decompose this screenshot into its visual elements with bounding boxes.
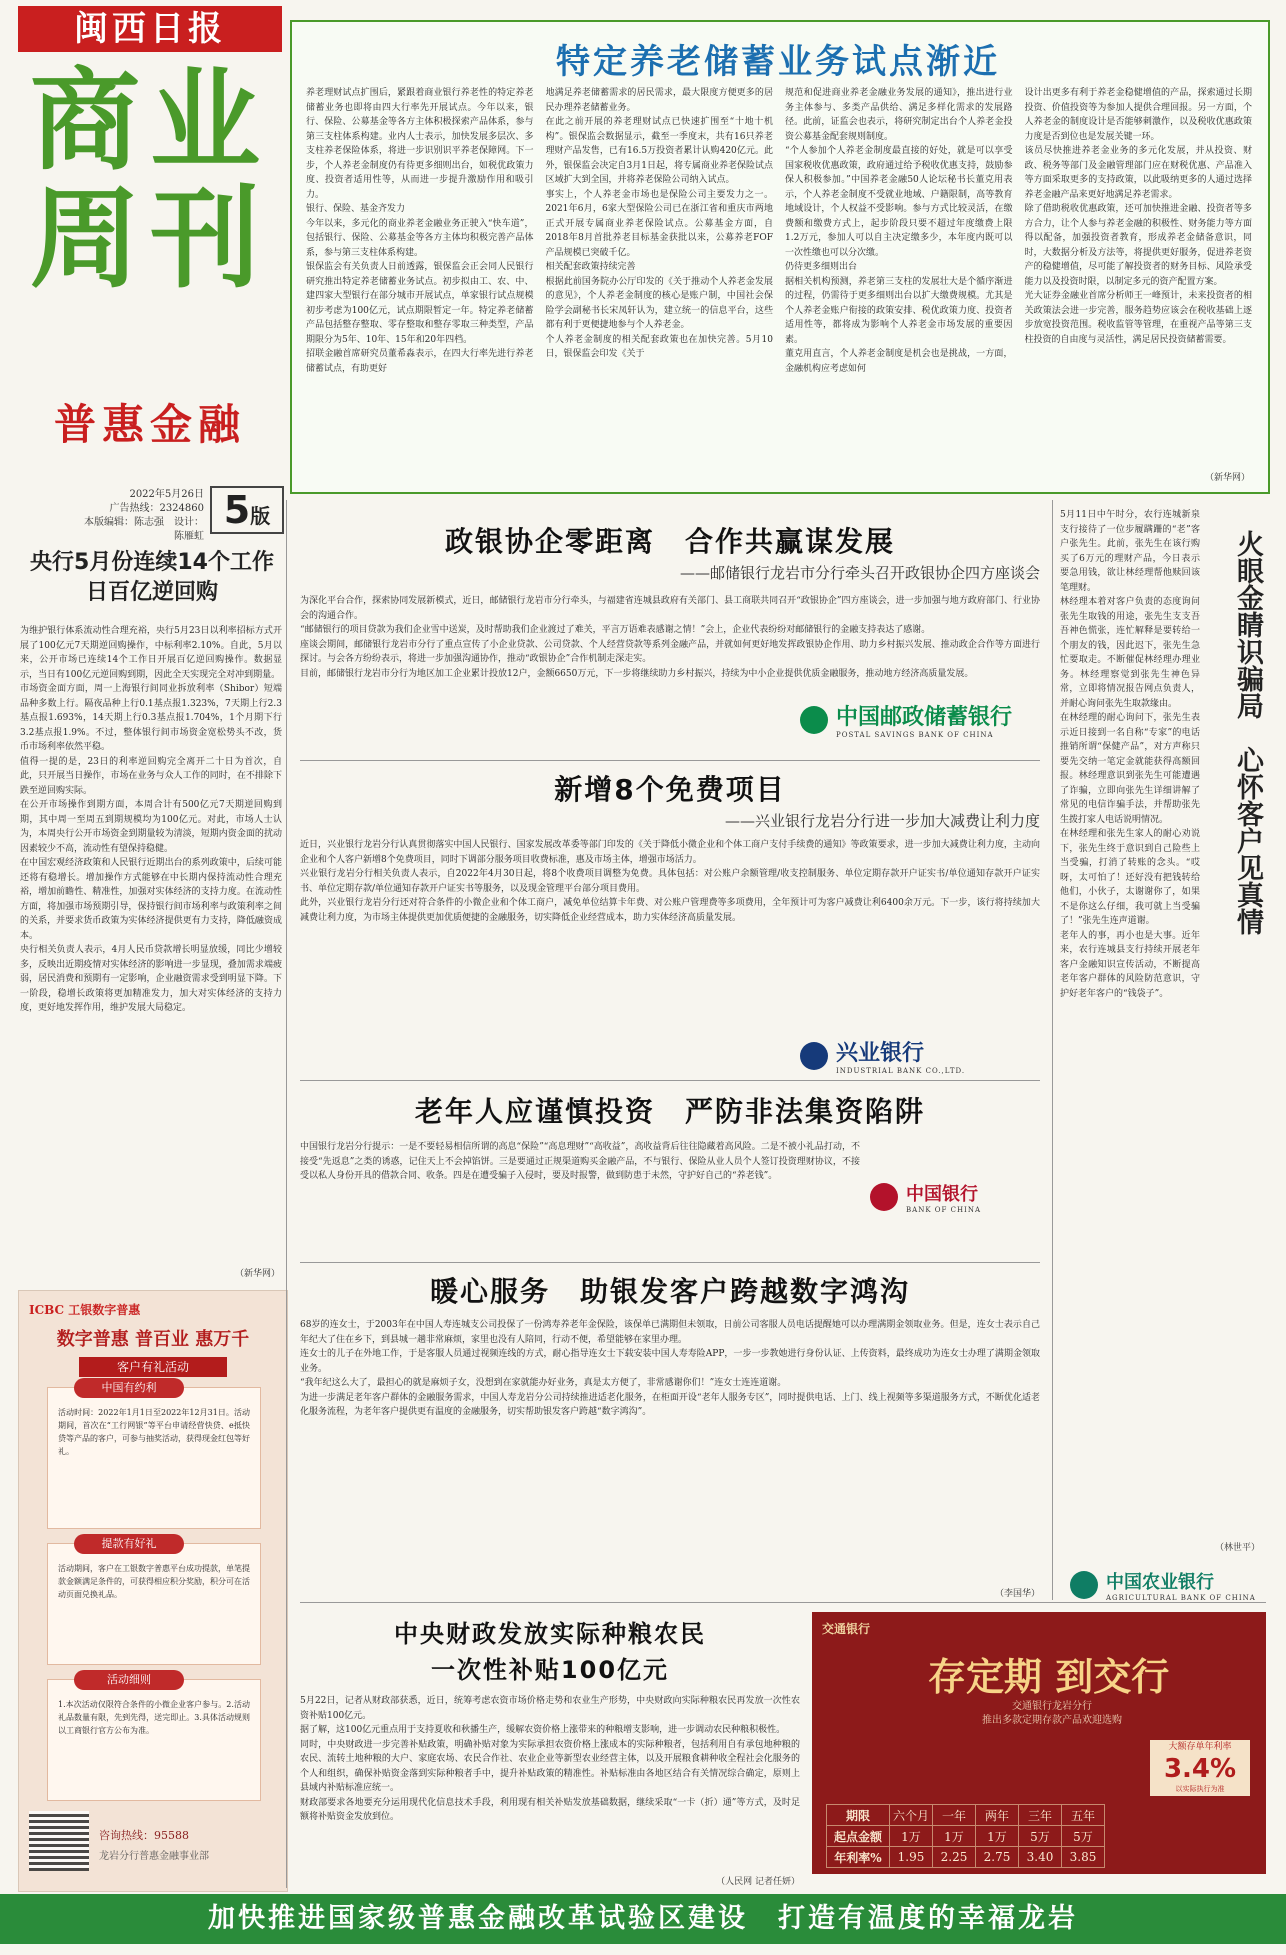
abc-logo-icon: [1070, 1571, 1098, 1599]
divider-warm: [300, 1262, 1040, 1263]
top-story-author: （新华网）: [1204, 473, 1250, 483]
top-story-col-4: 设计出更多有利于养老金稳健增值的产品，探索通过长期投资、价值投资等为参加人提供合理回报。另一方面，个人养老金的制度设计是否能够刺激作，以及税收优惠政策力度是否到位也是发展关键一环。 该员尽快推进养老金业务的多元化发展，并从投资、财政、税务等部门及金融管理部门应在财税优惠、产品准入等方面采取更多的支持政策，以此吸纳更多的人通过选择养老金融产品来更好地满足养老需求。 除了借助税收优惠政策，还可加快推进金融、投资者等多方合力，让个人参与养老金融的积极性、财务能力等方面得以配备，加强投资者教育，形成养老金储备意识，同时，大数据分析及方法等，将提供更好服务，促进养老资产的稳健增值，尽可能了解投资者的财务目标、风险承受能力以及投资时限，以制定多元的资产配置方案。 光大证券金融业首席分析师王一峰预计，未来投资者的相关政策法会进一步完善，服务趋势应该会在税收基础上逐步放宽投资范围。税收监管等管理，在重视产品等第三支柱投资的自由度与灵活性，满足居民投资储蓄需要。: [1024, 88, 1252, 345]
psbc-logo: [800, 700, 1012, 739]
abc-logo-cn: 中国农业银行: [1106, 1572, 1214, 1593]
rate-table-cell: 六个月: [890, 1805, 933, 1826]
boc-story-title: 老年人应谨慎投资 严防非法集资陷阱: [414, 1095, 925, 1128]
ad-hotline: 广告热线：2324860: [109, 503, 204, 514]
divider-cib: [300, 760, 1040, 761]
left-story-author: （新华网）: [234, 1269, 280, 1279]
bocom-rate-label: 大额存单年利率: [1168, 1742, 1232, 1752]
grain-story-title-2: 一次性补贴100亿元: [430, 1656, 670, 1684]
bocom-rate-value: 3.4%: [1163, 1754, 1237, 1784]
icbc-pill-1: 中国有约利: [74, 1378, 184, 1398]
icbc-footer: 龙岩分行普惠金融事业部: [99, 1851, 209, 1862]
cib-story-body: [300, 838, 1040, 1058]
warm-story-text: 68岁的连女士，于2003年在中国人寿连城支公司投保了一份鸿寿养老年金保险，该保单已满期但未领取，日前公司客服人员电话提醒她可以办理满期金领取业务。但是，连女士表示自己年纪大了住在乡下，到县城一趟非常麻烦，家里也没有人陪同，行动不便，希望能够在家里办理。 连女士的儿子在外地工作，于是客服人员通过视频连线的方式，耐心指导连女士下载安装中国人寿寿险APP，一步一步教她进行身份认证、上传资料，最终成功为连女士办理了满期金领取业务。 “我年纪这么大了，最担心的就是麻烦子女，没想到在家就能办好业务，真是太方便了，非常感谢你们！”连女士连连道谢。 为进一步满足老年客户群体的金融服务需求，中国人寿龙岩分公司持续推进适老化服务，在柜面开设“老年人服务专区”，同时提供电话、上门、线上视频等多渠道服务方式，不断优化适老化服务流程，为老年客户提供更有温度的金融服务，切实帮助银发客户跨越“数字鸿沟”。: [300, 1320, 1040, 1417]
cib-logo: [800, 1036, 965, 1075]
rate-table-cell: 1万: [976, 1826, 1019, 1847]
bocom-rate-note: 以实际执行为准: [1175, 1785, 1225, 1793]
page-number-value: 5: [223, 488, 251, 532]
grain-story-body: [300, 1694, 800, 1874]
cib-logo-icon: [800, 1042, 828, 1070]
bocom-ad: [812, 1612, 1266, 1874]
issue-info: [84, 488, 204, 544]
grain-story-title-1: 中央财政发放实际种粮农民: [394, 1620, 706, 1648]
rate-table-cell: 三年: [1019, 1805, 1062, 1826]
rate-table-row-min: [827, 1826, 1105, 1847]
rate-table-cell: 2.25: [933, 1847, 976, 1868]
psbc-story-text: 为深化平台合作，探索协同发展新模式，近日，邮储银行龙岩市分行牵头，与福建省连城县政府有关部门、县工商联共同召开“政银协企”四方座谈会，进一步加强与地方政府部门、行业协会的沟通合作。 “邮储银行的项目贷款为我们企业雪中送炭，及时帮助我们企业渡过了难关，平言万语难表感谢之情！”会上，企业代表纷纷对邮储银行的金融支持表达了感谢。 座谈会期间，邮储银行龙岩市分行了重点宣传了小企业贷款、公司贷款、个人经营贷款等系列金融产品，并就如何更好地发挥政银协企作用、助力乡村振兴发展、推动政企合作等方面进行探讨。与会各方纷纷表示，将进一步加强沟通协作，推动“政银协企”合作机制走深走实。 目前，邮储银行龙岩市分行为地区加工企业累计投放12户，金额6650万元，下一步将继续助力乡村振兴，持续为中小企业提供优质金融服务，推动地方经济高质量发展。: [300, 596, 1040, 679]
boc-logo-cn: 中国银行: [906, 1184, 978, 1205]
warm-story-title: 暖心服务 助银发客户跨越数字鸿沟: [429, 1275, 910, 1308]
warm-story-author: （李国华）: [994, 1589, 1040, 1599]
boc-story-text: 中国银行龙岩分行提示：一是不要轻易相信所谓的高息“保险”“高息理财”“高收益”，高收益背后往往隐藏着高风险。二是不被小礼品打动，不接受“先返息”之类的诱惑，记住天上不会掉馅饼。三是要通过正规渠道购买金融产品，不与银行、保险从业人员个人签订投资理财协议，不接受以私人身份开具的借款合同、收条。四是在遭受骗子入侵时，要及时报警，做到防患于未然，守护好自己的“养老钱”。: [300, 1142, 860, 1181]
rate-table-cell: 1万: [890, 1826, 933, 1847]
bocom-headline: 存定期 到交行: [928, 1655, 1170, 1699]
section-title-line-1: 商业: [30, 57, 270, 185]
qr-code-icon: [29, 1811, 89, 1871]
icbc-banner: 客户有礼活动: [79, 1357, 227, 1377]
cib-logo-cn: 兴业银行: [836, 1041, 925, 1066]
psbc-logo-text: [836, 700, 1012, 739]
bocom-logo: 交通银行: [822, 1622, 871, 1636]
psbc-story-title: 政银协企零距离 合作共赢谋发展: [444, 525, 895, 558]
boc-logo: [870, 1180, 981, 1214]
icbc-card-3-text: 1.本次活动仅限符合条件的小微企业客户参与。2.活动礼品数量有限，先到先得，送完即止。3.具体活动规则以工商银行官方公布为准。: [58, 1700, 250, 1735]
abc-story-body: 5月11日中午时分，农行连城新泉支行接待了一位步履蹒跚的“老”客户张先生。此前，张先生在该行购买了6万元的理财产品，今日表示要急用钱，欲让林经理帮他赎回该笔理财。 林经理本着对客户负责的态度询问张先生取钱的用途，张先生支支吾吾神色慌张，连忙解释是要转给一个朋友的钱，因此迟下，张先生急忙要取走。不断催促林经理办理业务。林经理察觉到张先生神色异常，立即将情况报告网点负责人，并耐心询问张先生取款缘由。 在林经理的耐心询问下，张先生表示近日接到一名自称“专家”的电话推销所谓“保健产品”，对方声称只要先交纳一笔定金就能获得高额回报。林经理意识到张先生可能遭遇了诈骗，立即向张先生详细讲解了常见的电信诈骗手法，并帮助张先生拨打家人电话说明情况。 在林经理和张先生家人的耐心劝说下，张先生终于意识到自己险些上当受骗，打消了转账的念头。“哎呀，太可怕了！还好没有把钱转给他们，小伙子，太谢谢你了，如果不是你这么仔细，我可就上当受骗了！”张先生连声道谢。 老年人的事，再小也是大事。近年来，农行连城县支行持续开展老年客户金融知识宣传活动，不断提高老年客户群体的风险防范意识，守护好老年客户的“钱袋子”。: [1060, 510, 1200, 999]
icbc-card-3: [47, 1673, 261, 1801]
icbc-card-1: [47, 1381, 261, 1529]
icbc-slogan: 数字普惠 普百业 惠万千: [56, 1329, 250, 1350]
boc-logo-icon: [870, 1183, 898, 1211]
psbc-story-subtitle: ——邮储银行龙岩市分行牵头召开政银协企四方座谈会: [679, 564, 1040, 582]
rate-table-cell: 五年: [1062, 1805, 1105, 1826]
page-number: [210, 486, 284, 534]
cib-story-subtitle: ——兴业银行龙岩分行进一步加大减费让利力度: [724, 812, 1040, 830]
top-story-title: 特定养老储蓄业务试点渐近: [556, 42, 1000, 82]
top-story-col-1: 养老理财试点扩围后，紧跟着商业银行养老性的特定养老储蓄业务也即将由四大行率先开展试点。今年以来，银行、保险、公募基金等各方主体积极探索产品体系，参与第三支柱体系构建。业内人士表示，加快发展多层次、多支柱养老保险体系，将进一步识别识平养老保障网。下一步，个人养老金制度仍有待更多细则出台，如税优政策力度、投资者适用性等，从而进一步提升激励作用和吸引力。 银行、保险、基金齐发力 今年以来，多元化的商业养老金融业务正驶入“快车道”，包括银行、保险、公募基金等各方主体均积极完善产品体系，参与第三支柱体系构建。 银保监会有关负责人日前透露，银保监会正会同人民银行研究推出特定养老储蓄业务试点。初步拟由工、农、中、建四家大型银行在部分城市开展试点，单家银行试点规模初步考虑为100亿元，试点期限暂定一年。特定养老储蓄产品包括整存整取、零存整取和整存零取三种类型，产品期限分为5年、10年、15年和20年四档。 招联金融首席研究员董希淼表示，在四大行率先进行养老储蓄试点，有助更好: [306, 88, 534, 374]
rate-table-label: 起点金额: [827, 1826, 890, 1847]
psbc-logo-cn: 中国邮政储蓄银行: [836, 705, 1013, 730]
rate-table-cell: 两年: [976, 1805, 1019, 1826]
rate-table-label: 年利率%: [827, 1847, 890, 1868]
rate-table-cell: 1万: [933, 1826, 976, 1847]
abc-story-title: 火眼金睛识骗局 心怀客户见真情: [1232, 530, 1263, 935]
left-story-title: 央行5月份连续14个工作日百亿逆回购: [30, 550, 274, 605]
newspaper-brand: 闽西日报: [18, 6, 282, 52]
section-title: [18, 57, 282, 303]
footer-banner: 加快推进国家级普惠金融改革试验区建设 打造有温度的幸福龙岩: [0, 1894, 1286, 1944]
rate-table-row-rates: [827, 1847, 1105, 1868]
divider-boc: [300, 1080, 1040, 1081]
page-number-unit: 版: [250, 504, 271, 528]
abc-story-author: （林世平）: [1214, 1543, 1260, 1553]
issue-date: 2022年5月26日: [129, 489, 204, 500]
icbc-pill-2: 提款有好礼: [74, 1534, 184, 1554]
bocom-rate-badge: [1150, 1740, 1250, 1796]
rate-table-cell: 5万: [1062, 1826, 1105, 1847]
grain-story-text: 5月22日，记者从财政部获悉，近日，统筹考虑农资市场价格走势和农业生产形势，中央财政向实际种粮农民再发放一次性农资补贴100亿元。 据了解，这100亿元重点用于支持夏收和秋播生产，缓解农资价格上涨带来的种粮增支影响，进一步调动农民种粮积极性。 同时，中央财政进一步完善补贴政策，明确补贴对象为实际承担农资价格上涨成本的实际种粮者，包括利用自有承包地种粮的农民、流转土地种粮的大户、家庭农场、农民合作社、农业企业等新型农业经营主体，以及开展粮食耕种收全程社会化服务的个人和组织，确保补贴资金落到实际种粮者手中，提升补贴政策的精准性。补贴标准由各地区结合有关情况综合确定，原则上县域内补贴标准应统一。 财政部要求各地要充分运用现代化信息技术手段，利用现有相关补贴发放基础数据，继续采取“一卡（折）通”等方式，及时足额将补贴资金发放到位。: [300, 1696, 800, 1822]
column-divider-right: [1052, 500, 1053, 1600]
rate-table-label: 期限: [827, 1805, 890, 1826]
boc-logo-text: [906, 1180, 981, 1214]
abc-logo-text: [1106, 1568, 1256, 1602]
abc-logo-en: AGRICULTURAL BANK OF CHINA: [1106, 1594, 1256, 1602]
top-story-col-3: 规范和促进商业养老金融业务发展的通知》，推出进行业务主体参与、多类产品供给、满足多样化需求的发展路径。此前，证监会也表示，将研究制定出台个人养老金投资公募基金配套规则制度。 “个人参加个人养老金制度最直接的好处，就是可以享受国家税收优惠政策，政府通过给予税收优惠支持，鼓励参保人积极参加。”中国养老金融50人论坛秘书长董克用表示，个人养老金制度不受就业地域、户籍限制，高等教育地域设计，个人权益不受影响。参与方式比较灵活，在缴费额和缴费方式上，起步阶段只要不超过年度缴费上限1.2万元，参加人可以自主决定缴多少，本年度内既可以一次性缴也可以分次缴。 仍待更多细则出台 据相关机构预测，养老第三支柱的发展壮大是个循序渐进的过程，仍需待于更多细则出台以扩大缴费规模。尤其是个人养老金账户衔接的政策安排、税优政策力度、投资者适用性等，都将成为影响个人养老金市场发展的重要因素。 董克用直言，个人养老金制度是机会也是挑战，一方面，金融机构应考虑如何: [785, 88, 1013, 374]
top-story-body: [306, 86, 1252, 466]
left-story-body: 为维护银行体系流动性合理充裕，央行5月23日以利率招标方式开展了100亿元7天期逆回购操作，中标利率2.10%。自此，5月以来，公开市场已连续14个工作日开展百亿逆回购操作。数据显示，当日有100亿元逆回购到期，因此全天实现完全对冲到期量。 市场资金面方面，周一上海银行间同业拆放利率（Shibor）短端品种多数上行。隔夜品种上行0.1基点报1.323%，7天期上行2.3基点报1.693%，14天期上行0.3基点报1.704%，1个月期下行3.2基点报1.9%。不过，整体银行间市场资金宽松势头不改，货币市场利率依然平稳。 值得一提的是，23日的利率逆回购完全离开二十日为首次，自此，只开展当日操作，市场在业务与众人工作的同时，在不排除下跌至逆回购实际。 在公开市场操作到期方面，本周合计有500亿元7天期逆回购到期，其中周一至周五到期规模均为100亿元。对此，市场人士认为，本周央行公开市场资金到期量较为清淡，短期内资金面的扰动因素较少不高，流动性有望保持稳健。 在中国宏观经济政策和人民银行近期出台的系列政策中，后续可能还将有稳增长。增加操作方式能够在中长期内保持流动性合理充裕，增加前瞻性、精准性，加强对实体经济的支持力度。在流动性方面，将加强市场预期引导，保持银行间市场利率与政策利率之间的关系，并要求货币政策为实体经济提供更有力支持，降低融资成本。 央行相关负责人表示，4月人民币贷款增长明显放缓，同比少增较多，反映出近期疫情对实体经济的影响进一步显现，叠加需求端疲弱，居民消费和预期有一定影响，企业融资需求受到明显下降。下一阶段，稳增长政策将更加精准发力，加大对实体经济的支持力度，更好地发挥作用，维护发展大局稳定。: [20, 626, 282, 1013]
section-subtitle: 普惠金融: [53, 400, 246, 449]
rate-table: [826, 1804, 1105, 1868]
editors-credit: 本版编辑：陈志强 设计：陈雁虹: [84, 517, 204, 542]
rate-table-cell: 3.40: [1019, 1847, 1062, 1868]
psbc-logo-en: POSTAL SAVINGS BANK OF CHINA: [836, 731, 994, 739]
icbc-pill-3: 活动细则: [74, 1670, 184, 1690]
cib-logo-text: [836, 1036, 965, 1075]
rate-table-cell: 一年: [933, 1805, 976, 1826]
icbc-card-2-text: 活动期间，客户在工银数字普惠平台成功提款，单笔提款金额满足条件的，可获得相应积分奖励，积分可在活动页面兑换礼品。: [58, 1564, 250, 1599]
icbc-ad: [18, 1290, 288, 1892]
psbc-logo-icon: [800, 706, 828, 734]
warm-story-body: [300, 1318, 1040, 1584]
boc-story-body: [300, 1140, 860, 1260]
rate-table-cell: 3.85: [1062, 1847, 1105, 1868]
top-story-col-2: 地满足养老储蓄需求的居民需求，最大限度方便更多的居民办理养老储蓄业务。 在此之前开展的养老理财试点已快速扩围至“十地十机构”。银保监会数据显示，截至一季度末，共有16只养老理财产品发售，已有16.5万投资者累计认购420亿元。此外，银保监会决定自3月1日起，将专属商业养老保险试点区域扩大到全国，并将养老保险公司纳入试点。 事实上，个人养老金市场也是保险公司主要发力之一。2021年6月，6家大型保险公司已在浙江省和重庆市两地正式开展专属商业养老保险试点。公募基金方面，自2018年8月首批养老目标基金获批以来，公募养老FOF产品规模已突破千亿。 相关配套政策持续完善 根据此前国务院办公厅印发的《关于推动个人养老金发展的意见》，个人养老金制度的核心是账户制，中国社会保险学会副秘书长宋凤轩认为，建立统一的信息平台，这些都有利于更便捷地参与个人养老金。 个人养老金制度的相关配套政策也在加快完善。5月10日，银保监会印发《关于: [545, 88, 773, 359]
column-divider-left: [286, 500, 287, 1888]
rate-table-row-terms: [827, 1805, 1105, 1826]
icbc-card-2: [47, 1537, 261, 1665]
rate-table-cell: 1.95: [890, 1847, 933, 1868]
cib-logo-en: INDUSTRIAL BANK CO.,LTD.: [836, 1067, 966, 1075]
cib-story-title: 新增8个免费项目: [554, 773, 786, 806]
icbc-hotline: 咨询热线：95588: [99, 1829, 189, 1842]
section-title-line-2: 周刊: [30, 175, 270, 303]
boc-logo-en: BANK OF CHINA: [906, 1206, 982, 1214]
grain-story-author: （人民网 记者任妍）: [716, 1877, 800, 1887]
icbc-logo: ICBC 工银数字普惠: [29, 1303, 141, 1317]
divider-grain: [300, 1602, 1266, 1603]
rate-table-cell: 5万: [1019, 1826, 1062, 1847]
icbc-card-1-text: 活动时间：2022年1月1日至2022年12月31日。活动期间，首次在“工行网银”等平台申请经营快贷、e抵快贷等产品的客户，可参与抽奖活动，获得现金红包等好礼。: [58, 1408, 250, 1456]
rate-table-cell: 2.75: [976, 1847, 1019, 1868]
cib-story-text: 近日，兴业银行龙岩分行认真贯彻落实中国人民银行、国家发展改革委等部门印发的《关于降低小微企业和个体工商户支付手续费的通知》等政策要求，进一步加大减费让利力度，主动向企业和个人客户新增8个免费项目，同时下调部分服务项目收费标准，惠及市场主体，增强市场活力。 兴业银行龙岩分行相关负责人表示，自2022年4月30日起，将8个收费项目调整为免费。具体包括：对公账户余额管理/收支控制服务、单位定期存款开户证实书/单位通知存款开户证实书、单位定期存款/单位通知存款开户证实书等服务，以及现金管理平台部分项目费用。 此外，兴业银行龙岩分行还对符合条件的小微企业和个体工商户，减免单位结算卡年费、对公账户管理费等多项费用，全年预计可为客户减费让利6400余万元。下一步，该行将持续加大减费让利力度，为市场主体提供更加优质便捷的金融服务，切实降低企业经营成本，助力实体经济高质量发展。: [300, 840, 1040, 923]
abc-logo: [1070, 1568, 1256, 1602]
bocom-subline: 交通银行龙岩分行 推出多款定期存款产品欢迎选购: [982, 1701, 1122, 1726]
